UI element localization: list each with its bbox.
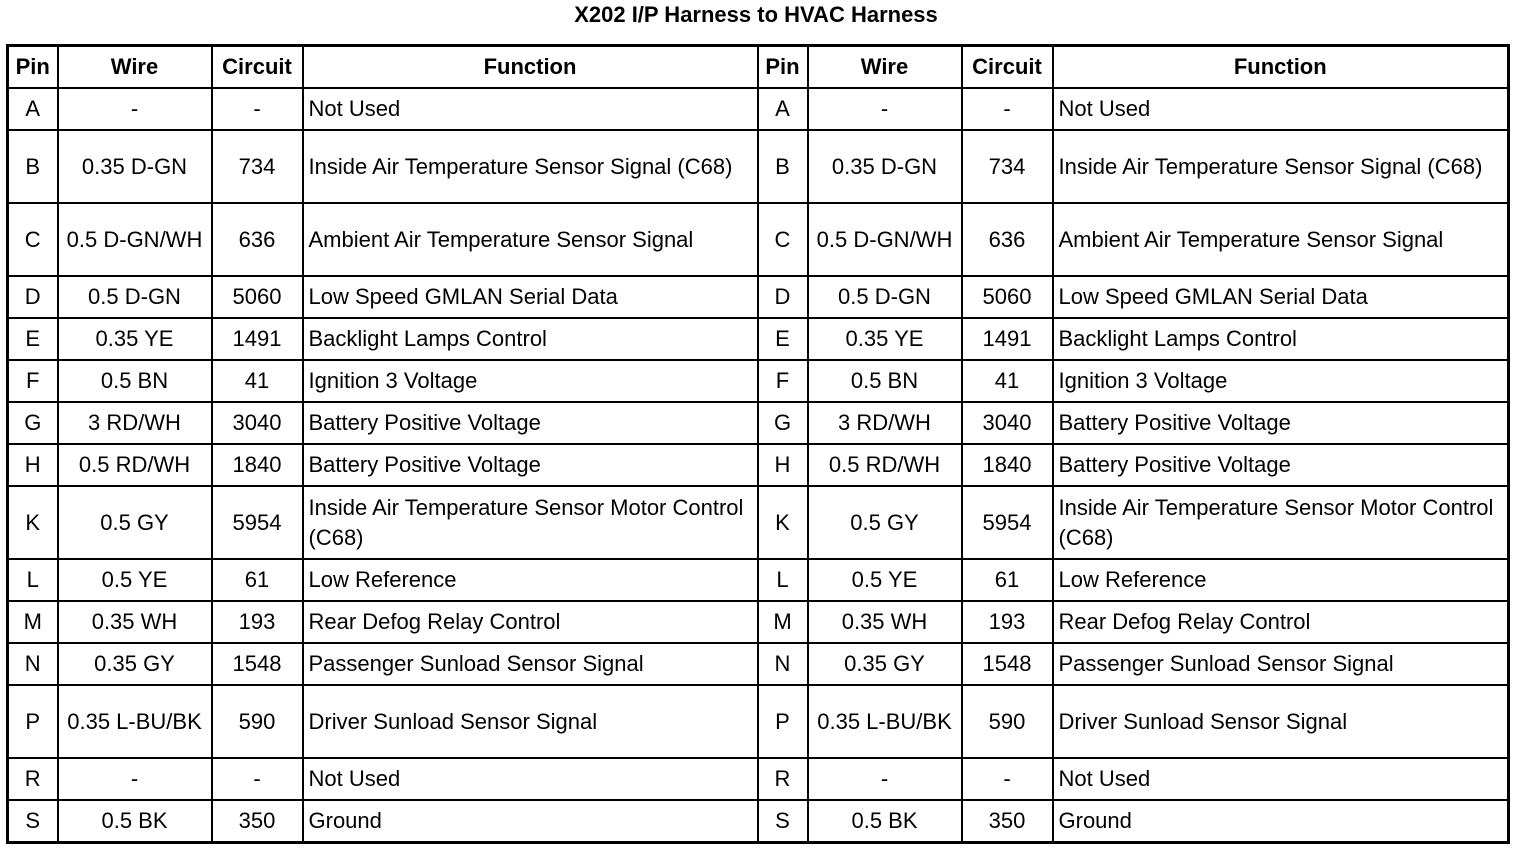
function-cell: Low Reference <box>303 559 758 601</box>
function-cell: Ambient Air Temperature Sensor Signal <box>1053 203 1509 276</box>
pin-cell: N <box>758 643 808 685</box>
table-row <box>8 444 1509 486</box>
function-cell: Inside Air Temperature Sensor Signal (C68) <box>1053 130 1509 203</box>
pin-cell: S <box>758 800 808 843</box>
function-cell: Backlight Lamps Control <box>303 318 758 360</box>
wire-cell: 0.35 YE <box>58 318 212 360</box>
pin-cell: E <box>758 318 808 360</box>
table-row <box>8 88 1509 130</box>
pin-cell: R <box>8 758 58 800</box>
function-cell: Driver Sunload Sensor Signal <box>1053 685 1509 758</box>
table-row <box>8 402 1509 444</box>
wire-cell: 0.5 BN <box>808 360 962 402</box>
circuit-cell: - <box>212 758 303 800</box>
table-row <box>8 130 1509 203</box>
wire-cell: 0.5 BK <box>808 800 962 843</box>
header-circuit: Circuit <box>212 46 303 89</box>
pin-cell: M <box>758 601 808 643</box>
pin-cell: F <box>758 360 808 402</box>
pin-cell: L <box>758 559 808 601</box>
function-cell: Low Reference <box>1053 559 1509 601</box>
connector-pinout-table <box>6 44 1510 844</box>
pin-cell: G <box>8 402 58 444</box>
circuit-cell: 61 <box>212 559 303 601</box>
circuit-cell: 590 <box>212 685 303 758</box>
table-row <box>8 643 1509 685</box>
function-cell: Battery Positive Voltage <box>303 402 758 444</box>
pin-cell: N <box>8 643 58 685</box>
table-row <box>8 486 1509 559</box>
function-cell: Ignition 3 Voltage <box>1053 360 1509 402</box>
pin-cell: P <box>758 685 808 758</box>
pin-cell: G <box>758 402 808 444</box>
circuit-cell: 5060 <box>962 276 1053 318</box>
table-row <box>8 360 1509 402</box>
table-row <box>8 318 1509 360</box>
circuit-cell: - <box>962 88 1053 130</box>
wire-cell: - <box>808 88 962 130</box>
pin-cell: D <box>758 276 808 318</box>
wire-cell: 0.35 WH <box>58 601 212 643</box>
pin-cell: K <box>8 486 58 559</box>
circuit-cell: 41 <box>962 360 1053 402</box>
wire-cell: 0.35 L-BU/BK <box>808 685 962 758</box>
wire-cell: 0.5 D-GN <box>808 276 962 318</box>
header-row <box>8 46 1509 89</box>
function-cell: Not Used <box>1053 758 1509 800</box>
table-row <box>8 685 1509 758</box>
wire-cell: 0.35 L-BU/BK <box>58 685 212 758</box>
wire-cell: 3 RD/WH <box>808 402 962 444</box>
function-cell: Passenger Sunload Sensor Signal <box>1053 643 1509 685</box>
pin-cell: L <box>8 559 58 601</box>
wire-cell: 0.35 D-GN <box>58 130 212 203</box>
wire-cell: 0.5 BK <box>58 800 212 843</box>
circuit-cell: 350 <box>962 800 1053 843</box>
circuit-cell: 1840 <box>212 444 303 486</box>
pin-cell: C <box>8 203 58 276</box>
circuit-cell: - <box>212 88 303 130</box>
circuit-cell: 636 <box>962 203 1053 276</box>
function-cell: Not Used <box>303 88 758 130</box>
function-cell: Backlight Lamps Control <box>1053 318 1509 360</box>
function-cell: Ignition 3 Voltage <box>303 360 758 402</box>
circuit-cell: 1548 <box>212 643 303 685</box>
function-cell: Passenger Sunload Sensor Signal <box>303 643 758 685</box>
wire-cell: - <box>808 758 962 800</box>
wire-cell: 0.35 D-GN <box>808 130 962 203</box>
function-cell: Low Speed GMLAN Serial Data <box>1053 276 1509 318</box>
pin-cell: B <box>758 130 808 203</box>
header-circuit: Circuit <box>962 46 1053 89</box>
circuit-cell: 1491 <box>962 318 1053 360</box>
circuit-cell: 1491 <box>212 318 303 360</box>
circuit-cell: 3040 <box>962 402 1053 444</box>
header-function: Function <box>1053 46 1509 89</box>
wire-cell: 0.35 GY <box>58 643 212 685</box>
wire-cell: 0.35 WH <box>808 601 962 643</box>
wire-cell: 0.5 YE <box>808 559 962 601</box>
function-cell: Battery Positive Voltage <box>303 444 758 486</box>
pin-cell: S <box>8 800 58 843</box>
circuit-cell: 590 <box>962 685 1053 758</box>
wire-cell: 0.35 YE <box>808 318 962 360</box>
table-row <box>8 276 1509 318</box>
wire-cell: 0.5 YE <box>58 559 212 601</box>
pin-cell: H <box>8 444 58 486</box>
header-wire: Wire <box>58 46 212 89</box>
wire-cell: 0.5 GY <box>808 486 962 559</box>
wire-cell: 0.5 D-GN/WH <box>58 203 212 276</box>
table-row <box>8 559 1509 601</box>
wire-cell: 0.5 BN <box>58 360 212 402</box>
pin-cell: P <box>8 685 58 758</box>
function-cell: Ambient Air Temperature Sensor Signal <box>303 203 758 276</box>
pin-cell: F <box>8 360 58 402</box>
wire-cell: 0.35 GY <box>808 643 962 685</box>
circuit-cell: 3040 <box>212 402 303 444</box>
header-function: Function <box>303 46 758 89</box>
pin-cell: E <box>8 318 58 360</box>
wire-cell: 0.5 D-GN <box>58 276 212 318</box>
header-wire: Wire <box>808 46 962 89</box>
wire-cell: 0.5 D-GN/WH <box>808 203 962 276</box>
wire-cell: - <box>58 758 212 800</box>
function-cell: Ground <box>1053 800 1509 843</box>
pin-cell: K <box>758 486 808 559</box>
circuit-cell: 1840 <box>962 444 1053 486</box>
pin-cell: M <box>8 601 58 643</box>
table-row <box>8 203 1509 276</box>
wire-cell: 0.5 GY <box>58 486 212 559</box>
pin-cell: R <box>758 758 808 800</box>
circuit-cell: - <box>962 758 1053 800</box>
wire-cell: 0.5 RD/WH <box>58 444 212 486</box>
table-row <box>8 758 1509 800</box>
function-cell: Low Speed GMLAN Serial Data <box>303 276 758 318</box>
wire-cell: 3 RD/WH <box>58 402 212 444</box>
circuit-cell: 193 <box>212 601 303 643</box>
pin-cell: A <box>758 88 808 130</box>
function-cell: Battery Positive Voltage <box>1053 444 1509 486</box>
function-cell: Not Used <box>1053 88 1509 130</box>
pin-cell: H <box>758 444 808 486</box>
circuit-cell: 5954 <box>962 486 1053 559</box>
function-cell: Ground <box>303 800 758 843</box>
circuit-cell: 734 <box>962 130 1053 203</box>
wire-cell: 0.5 RD/WH <box>808 444 962 486</box>
circuit-cell: 1548 <box>962 643 1053 685</box>
function-cell: Battery Positive Voltage <box>1053 402 1509 444</box>
function-cell: Inside Air Temperature Sensor Motor Control (C68) <box>303 486 758 559</box>
pin-cell: C <box>758 203 808 276</box>
header-pin: Pin <box>8 46 58 89</box>
header-pin: Pin <box>758 46 808 89</box>
function-cell: Not Used <box>303 758 758 800</box>
pin-cell: B <box>8 130 58 203</box>
circuit-cell: 61 <box>962 559 1053 601</box>
circuit-cell: 636 <box>212 203 303 276</box>
circuit-cell: 41 <box>212 360 303 402</box>
table-row <box>8 800 1509 843</box>
table-row <box>8 601 1509 643</box>
pin-cell: A <box>8 88 58 130</box>
function-cell: Inside Air Temperature Sensor Motor Control (C68) <box>1053 486 1509 559</box>
function-cell: Inside Air Temperature Sensor Signal (C68) <box>303 130 758 203</box>
function-cell: Rear Defog Relay Control <box>303 601 758 643</box>
circuit-cell: 193 <box>962 601 1053 643</box>
page-title: X202 I/P Harness to HVAC Harness <box>574 2 938 27</box>
wire-cell: - <box>58 88 212 130</box>
circuit-cell: 5060 <box>212 276 303 318</box>
function-cell: Driver Sunload Sensor Signal <box>303 685 758 758</box>
circuit-cell: 734 <box>212 130 303 203</box>
pin-cell: D <box>8 276 58 318</box>
circuit-cell: 350 <box>212 800 303 843</box>
function-cell: Rear Defog Relay Control <box>1053 601 1509 643</box>
circuit-cell: 5954 <box>212 486 303 559</box>
